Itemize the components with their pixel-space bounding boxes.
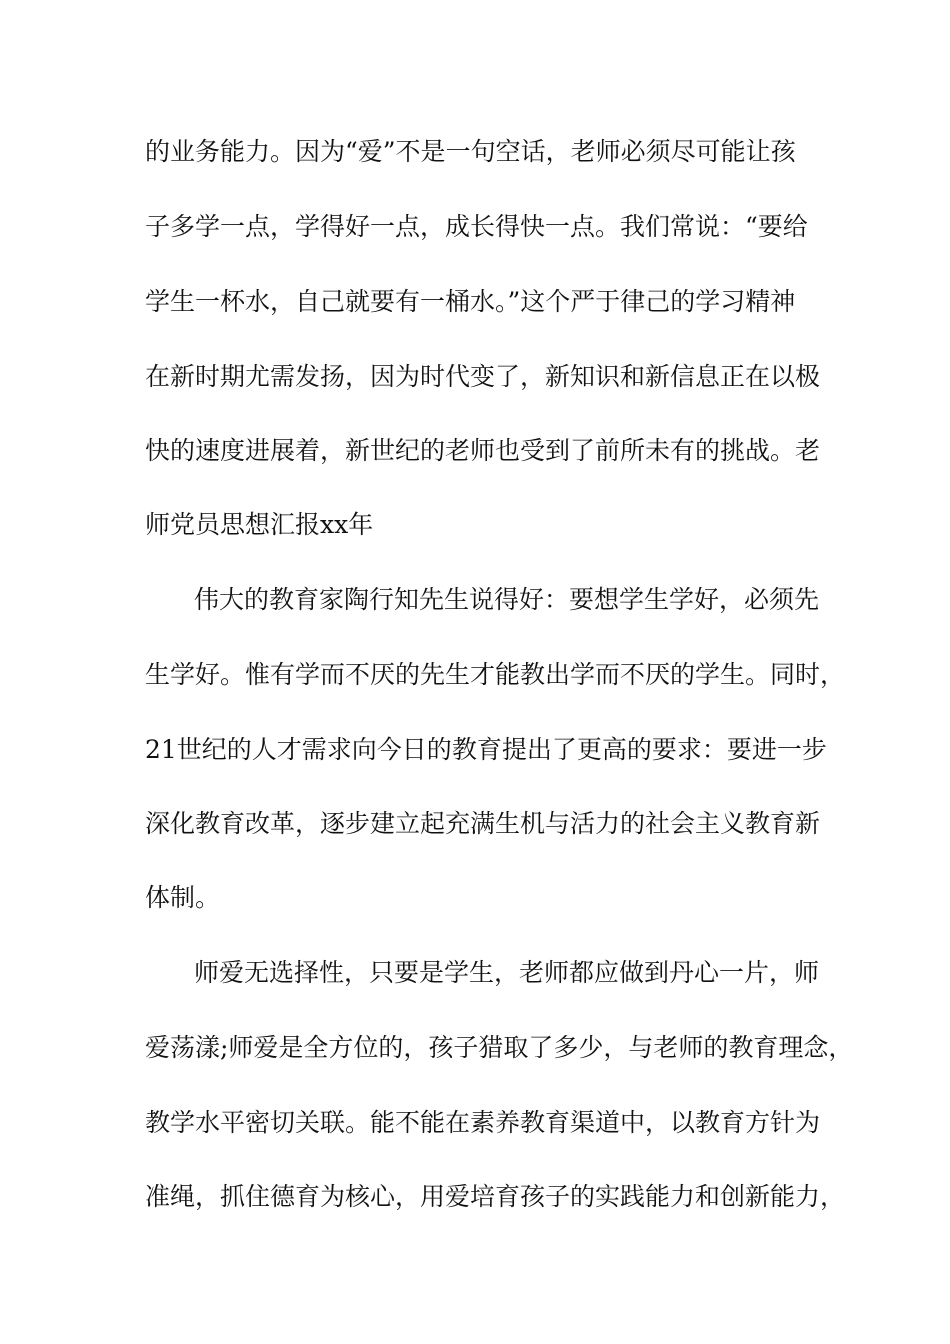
paragraph-1-line-2: 子多学一点，学得好一点，成长得快一点。我们常说：“要给 <box>145 212 808 241</box>
paragraph-1-line-6: 师党员思想汇报xx年 <box>145 510 374 539</box>
paragraph-2-line-5: 体制。 <box>145 883 221 912</box>
paragraph-1-line-3: 学生一杯水，自己就要有一桶水。”这个严于律己的学习精神 <box>145 287 796 316</box>
paragraph-1-line-1: 的业务能力。因为“爱”不是一句空话，老师必须尽可能让孩 <box>145 137 796 166</box>
paragraph-3-line-3: 教学水平密切关联。能不能在素养教育渠道中，以教育方针为 <box>145 1108 821 1137</box>
paragraph-3-line-4: 准绳，抓住德育为核心，用爱培育孩子的实践能力和创新能力， <box>145 1182 846 1211</box>
paragraph-2-line-1: 伟大的教育家陶行知先生说得好：要想学生学好，必须先 <box>194 585 820 614</box>
paragraph-3-line-1: 师爱无选择性，只要是学生，老师都应做到丹心一片，师 <box>194 958 820 987</box>
paragraph-1-line-4: 在新时期尤需发扬，因为时代变了，新知识和新信息正在以极 <box>145 362 821 391</box>
paragraph-1-line-5: 快的速度进展着，新世纪的老师也受到了前所未有的挑战。老 <box>145 436 821 465</box>
paragraph-2-line-3: 21世纪的人才需求向今日的教育提出了更高的要求：要进一步 <box>145 735 827 764</box>
paragraph-2-line-4: 深化教育改革，逐步建立起充满生机与活力的社会主义教育新 <box>145 809 821 838</box>
paragraph-2-line-2: 生学好。惟有学而不厌的先生才能教出学而不厌的学生。同时， <box>145 660 846 689</box>
paragraph-3-line-2: 爱荡漾;师爱是全方位的，孩子猎取了多少，与老师的教育理念， <box>145 1033 854 1062</box>
